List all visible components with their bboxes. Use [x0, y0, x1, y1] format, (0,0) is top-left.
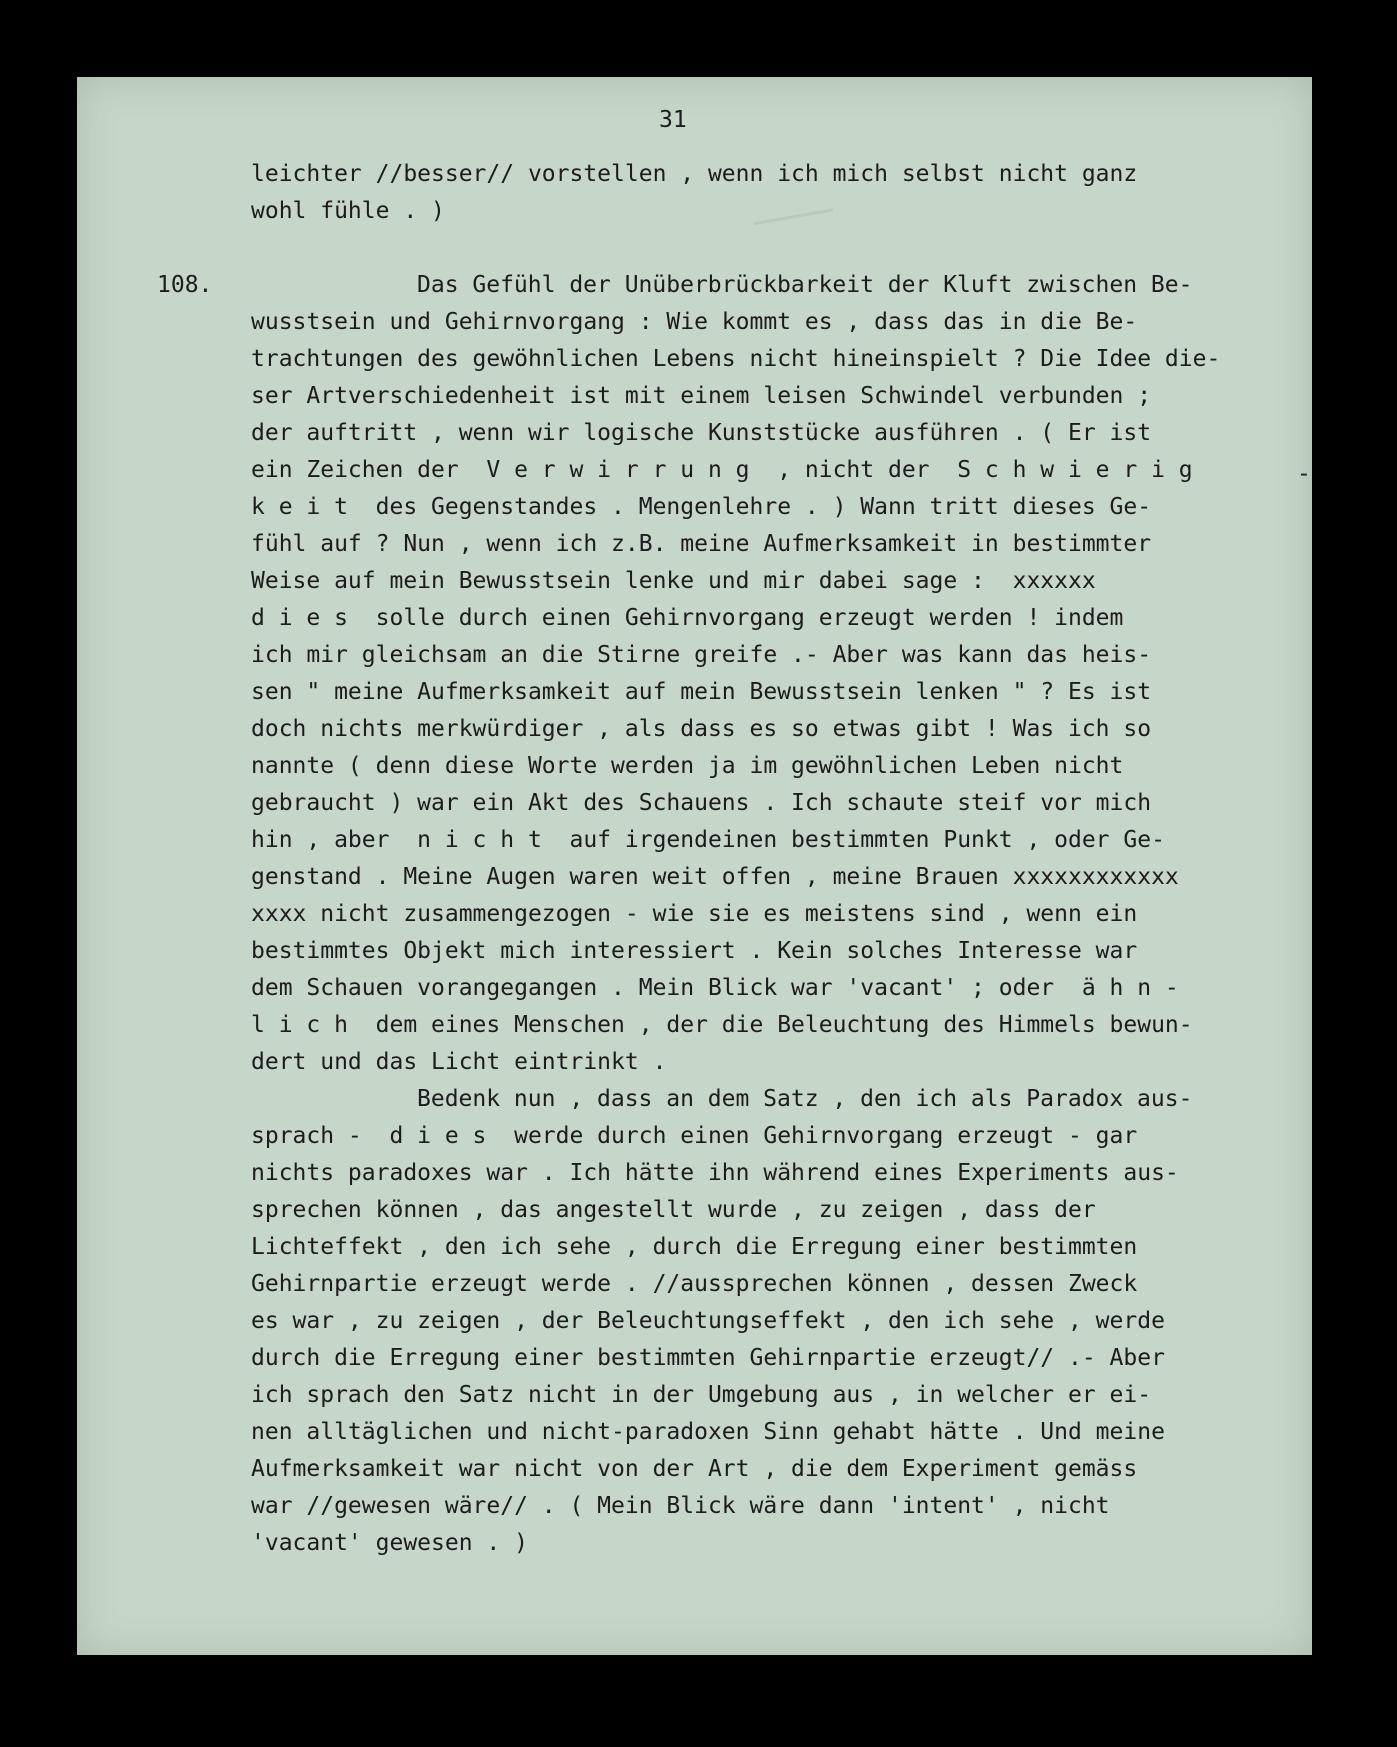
text-line: wohl fühle . )	[251, 198, 445, 224]
text-line: war //gewesen wäre// . ( Mein Blick wäre dann 'intent' , nicht	[251, 1493, 1110, 1519]
text-line: fühl auf ? Nun , wenn ich z.B. meine Aufmerksamkeit in bestimmter	[251, 531, 1152, 557]
text-line: ein Zeichen der V e r w i r r u n g , nicht der S c h w i e r i g	[251, 457, 1193, 483]
text-line: sprechen können , das angestellt wurde , zu zeigen , dass der	[251, 1197, 1096, 1223]
text-line: Bedenk nun , dass an dem Satz , den ich als Paradox aus-	[417, 1086, 1193, 1112]
text-line: genstand . Meine Augen waren weit offen , meine Brauen xxxxxxxxxxxx	[251, 864, 1179, 890]
text-line: sen " meine Aufmerksamkeit auf mein Bewusstsein lenken " ? Es ist	[251, 679, 1152, 705]
text-line: dert und das Licht eintrinkt .	[251, 1049, 667, 1075]
faint-pencil-mark	[754, 208, 840, 264]
section-number: 108.	[157, 272, 213, 298]
text-line: k e i t des Gegenstandes . Mengenlehre . ) Wann tritt dieses Ge-	[251, 494, 1152, 520]
text-line: doch nichts merkwürdiger , als dass es so etwas gibt ! Was ich so	[251, 716, 1152, 742]
text-line: nannte ( denn diese Worte werden ja im gewöhnlichen Leben nicht	[251, 753, 1124, 779]
text-line: gebraucht ) war ein Akt des Schauens . Ich schaute steif vor mich	[251, 790, 1152, 816]
margin-hyphen: -	[1297, 461, 1311, 487]
text-line: der auftritt , wenn wir logische Kunststücke ausführen . ( Er ist	[251, 420, 1152, 446]
text-line: d i e s solle durch einen Gehirnvorgang erzeugt werden ! indem	[251, 605, 1124, 631]
text-line: xxxx nicht zusammengezogen - wie sie es meistens sind , wenn ein	[251, 901, 1138, 927]
typescript-page	[77, 77, 1312, 1655]
text-line: 'vacant' gewesen . )	[251, 1530, 528, 1556]
text-line: Aufmerksamkeit war nicht von der Art , die dem Experiment gemäss	[251, 1456, 1138, 1482]
text-line: ser Artverschiedenheit ist mit einem leisen Schwindel verbunden ;	[251, 383, 1152, 409]
text-line: durch die Erregung einer bestimmten Gehirnpartie erzeugt// .- Aber	[251, 1345, 1165, 1371]
text-line: ich sprach den Satz nicht in der Umgebung aus , in welcher er ei-	[251, 1382, 1152, 1408]
text-line: es war , zu zeigen , der Beleuchtungseffekt , den ich sehe , werde	[251, 1308, 1165, 1334]
text-line: nichts paradoxes war . Ich hätte ihn während eines Experiments aus-	[251, 1160, 1179, 1186]
text-line: wusstsein und Gehirnvorgang : Wie kommt es , dass das in die Be-	[251, 309, 1138, 335]
text-line: sprach - d i e s werde durch einen Gehirnvorgang erzeugt - gar	[251, 1123, 1138, 1149]
text-line: nen alltäglichen und nicht-paradoxen Sinn gehabt hätte . Und meine	[251, 1419, 1165, 1445]
text-line: Das Gefühl der Unüberbrückbarkeit der Kluft zwischen Be-	[417, 272, 1193, 298]
text-line: leichter //besser// vorstellen , wenn ich mich selbst nicht ganz	[251, 161, 1138, 187]
page-number: 31	[659, 107, 687, 133]
text-line: bestimmtes Objekt mich interessiert . Kein solches Interesse war	[251, 938, 1138, 964]
text-line: Gehirnpartie erzeugt werde . //aussprechen können , dessen Zweck	[251, 1271, 1138, 1297]
text-line: Weise auf mein Bewusstsein lenke und mir dabei sage : xxxxxx	[251, 568, 1096, 594]
text-line: trachtungen des gewöhnlichen Lebens nicht hineinspielt ? Die Idee die-	[251, 346, 1221, 372]
text-line: ich mir gleichsam an die Stirne greife .- Aber was kann das heis-	[251, 642, 1152, 668]
text-line: Lichteffekt , den ich sehe , durch die Erregung einer bestimmten	[251, 1234, 1138, 1260]
text-line: l i c h dem eines Menschen , der die Beleuchtung des Himmels bewun-	[251, 1012, 1193, 1038]
text-line: dem Schauen vorangegangen . Mein Blick war 'vacant' ; oder ä h n -	[251, 975, 1179, 1001]
text-line: hin , aber n i c h t auf irgendeinen bestimmten Punkt , oder Ge-	[251, 827, 1165, 853]
